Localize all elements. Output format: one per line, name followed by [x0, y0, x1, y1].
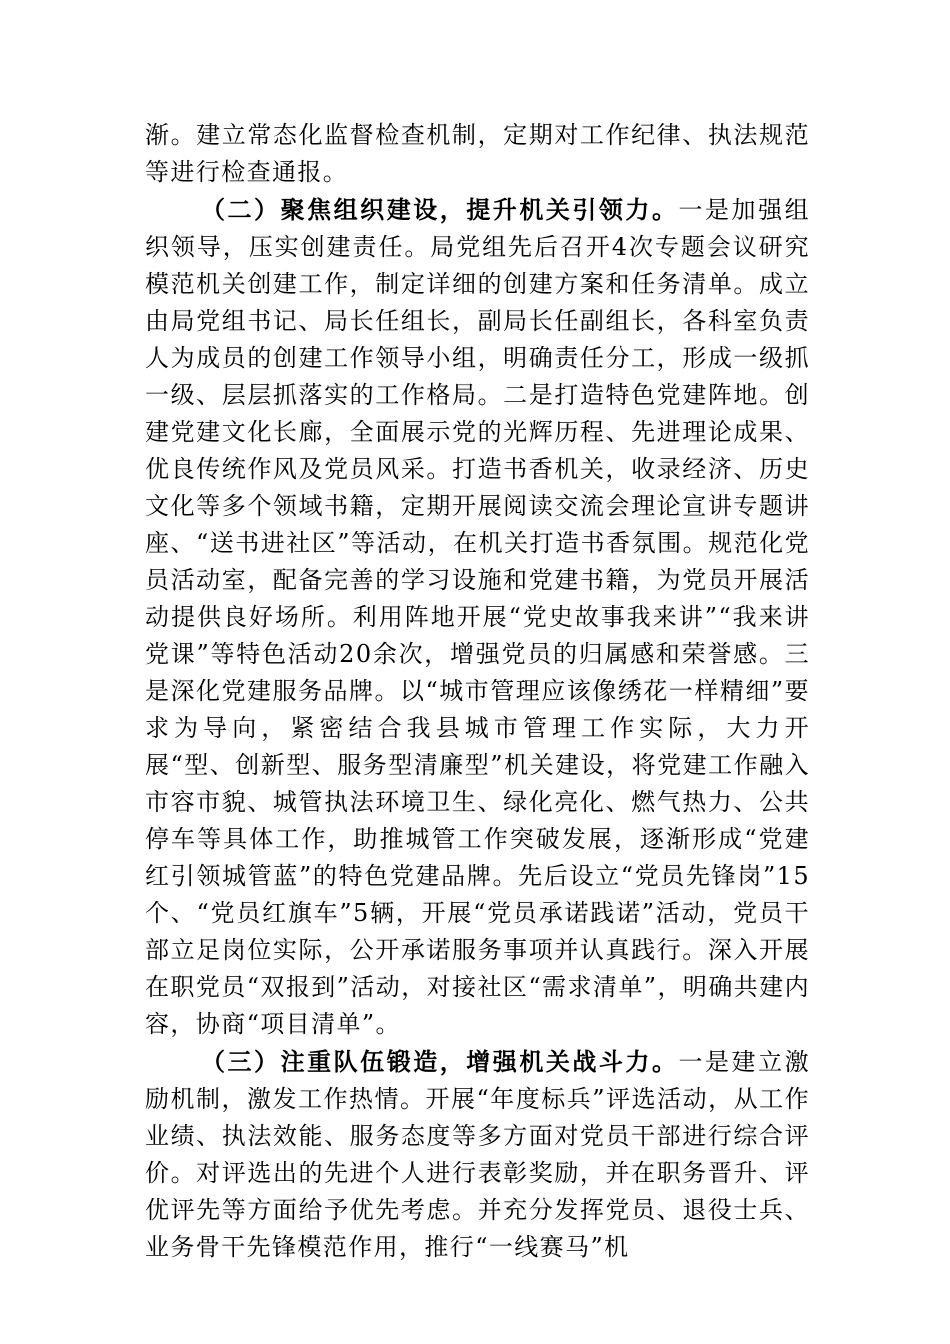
section-3-heading: （三）注重队伍锻造，增强机关战斗力。 [201, 1047, 679, 1076]
section-2-heading: （二）聚焦组织建设，提升机关引领力。 [201, 195, 679, 224]
paragraph-section-2 [145, 191, 810, 1043]
document-body [145, 117, 810, 1266]
paragraph-section-3 [145, 1043, 810, 1266]
paragraph-continuation: 渐。建立常态化监督检查机制，定期对工作纪律、执法规范等进行检查通报。 [145, 121, 810, 186]
section-2-body: 一是加强组织领导，压实创建责任。局党组先后召开4次专题会议研究模范机关创建工作，制定详细的创建方案和任务清单。成立由局党组书记、局长任组长，副局长任副组长，各科室负责人为成员的创建工作领导小组，明确责任分工，形成一级抓一级、层层抓落实的工作格局。二是打造特色党建阵地。创建党建文化长廊，全面展示党的光辉历程、先进理论成果、优良传统作风及党员风采。打造书香机关，收录经济、历史文化等多个领域书籍，定期开展阅读交流会理论宣讲专题讲座、“送书进社区”等活动，在机关打造书香氛围。规范化党员活动室，配备完善的学习设施和党建书籍，为党员开展活动提供良好场所。利用阵地开展“党史故事我来讲”“我来讲党课”等特色活动20余次，增强党员的归属感和荣誉感。三是深化党建服务品牌。以“城市管理应该像绣花一样精细”要求为导向，紧密结合我县城市管理工作实际，大力开展“型、创新型、服务型清廉型”机关建设，将党建工作融入市容市貌、城管执法环境卫生、绿化亮化、燃气热力、公共停车等具体工作，助推城管工作突破发展，逐渐形成“党建红引领城管蓝”的特色党建品牌。先后设立“党员先锋岗”15个、“党员红旗车”5辆，开展“党员承诺践诺”活动，党员干部立足岗位实际，公开承诺服务事项并认真践行。深入开展在职党员“双报到”活动，对接社区“需求清单”，明确共建内容，协商“项目清单”。 [145, 196, 811, 1038]
section-3-body: 一是建立激励机制，激发工作热情。开展“年度标兵”评选活动，从工作业绩、执法效能、服务态度等多方面对党员干部进行综合评价。对评选出的先进个人进行表彰奖励，并在职务晋升、评优评先等方面给予优先考虑。并充分发挥党员、退役士兵、业务骨干先锋模范作用，推行“一线赛马”机 [145, 1048, 811, 1261]
